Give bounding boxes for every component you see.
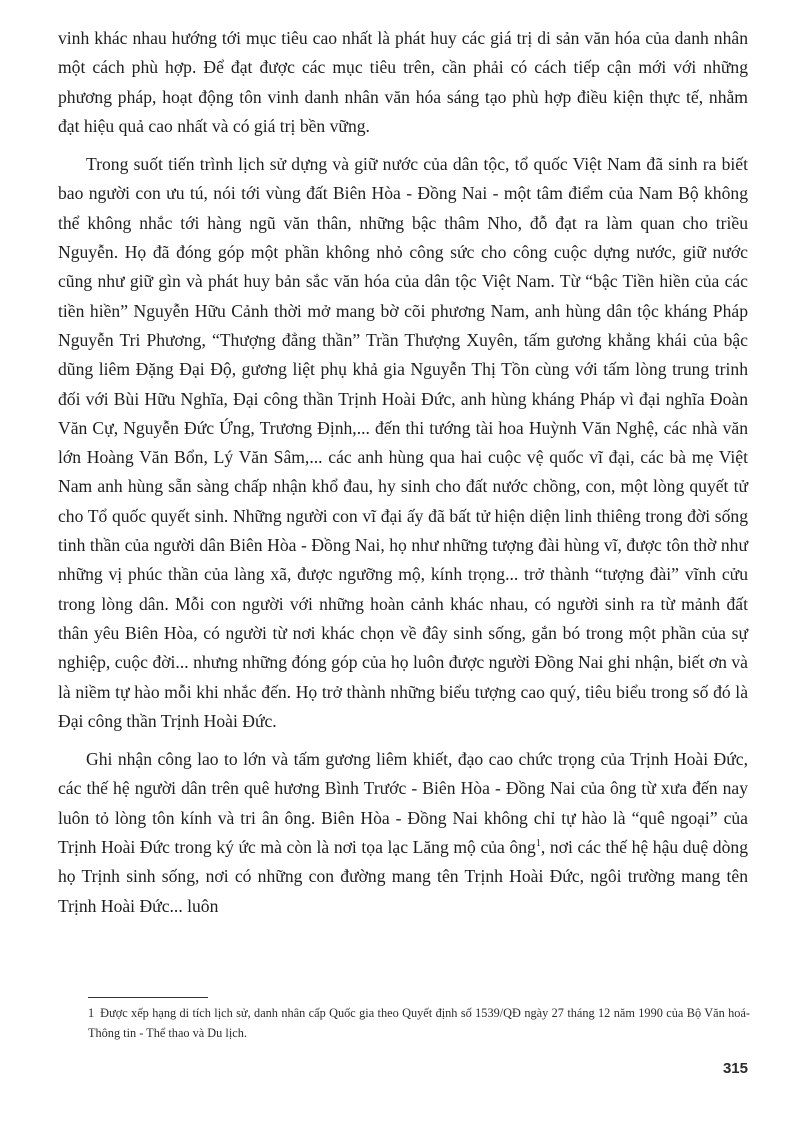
- paragraph-3-text-before: Ghi nhận công lao to lớn và tấm gương liêm khiết, đạo cao chức trọng của Trịnh Hoài Đức, các thế hệ người dân trên quê hương Bình Trước - Biên Hòa - Đồng Nai của ông từ xưa đến nay luôn tỏ lòng tôn kính và tri ân ông. Biên Hòa - Đồng Nai không chỉ tự hào là “quê ngoại” của Trịnh Hoài Đức trong ký ức mà còn là nơi tọa lạc Lăng mộ của ông: [58, 749, 748, 858]
- paragraph-3: [58, 745, 748, 921]
- footnote-number: 1: [88, 1006, 95, 1020]
- footnote-separator: [88, 997, 208, 998]
- paragraph-1: vinh khác nhau hướng tới mục tiêu cao nhất là phát huy các giá trị di sản văn hóa của danh nhân một cách phù hợp. Để đạt được các mục tiêu trên, cần phải có cách tiếp cận mới với những phương pháp, hoạt động tôn vinh danh nhân văn hóa sáng tạo phù hợp điều kiện thực tế, nhằm đạt hiệu quả cao nhất và có giá trị bền vững.: [58, 28, 748, 136]
- paragraph-2: Trong suốt tiến trình lịch sử dựng và giữ nước của dân tộc, tổ quốc Việt Nam đã sinh ra biết bao người con ưu tú, nói tới vùng đất Biên Hòa - Đồng Nai - một tâm điểm của Nam Bộ không thể không nhắc tới hàng ngũ văn thân, những bậc thâm Nho, đỗ đạt ra làm quan cho triều Nguyễn. Họ đã đóng góp một phần không nhỏ công sức cho công cuộc dựng nước, giữ nước cũng như giữ gìn và phát huy bản sắc văn hóa của dân tộc Việt Nam. Từ “bậc Tiền hiền của các tiền hiền” Nguyễn Hữu Cảnh thời mở mang bờ cõi phương Nam, anh hùng dân tộc kháng Pháp Nguyễn Tri Phương, “Thượng đẳng thần” Trần Thượng Xuyên, tấm gương khẳng khái của bậc dũng liêm Đặng Đại Độ, gương liệt phụ khả gia Nguyễn Thị Tồn cùng với tấm lòng trung trinh đối với Bùi Hữu Nghĩa, Đại công thần Trịnh Hoài Đức, anh hùng kháng Pháp vì đại nghĩa Đoàn Văn Cự, Nguyễn Đức Ứng, Trương Định,... đến thi tướng tài hoa Huỳnh Văn Nghệ, các nhà văn lớn Hoàng Văn Bổn, Lý Văn Sâm,... các anh hùng qua hai cuộc vệ quốc vĩ đại, các bà mẹ Việt Nam anh hùng sẵn sàng chấp nhận khổ đau, hy sinh cho đất nước chồng, con, một lòng quyết tử cho Tổ quốc quyết sinh. Những người con vĩ đại ấy đã bất tử hiện diện linh thiêng trong đời sống tinh thần của người dân Biên Hòa - Đồng Nai, họ như những tượng đài hùng vĩ, được tôn thờ như những vị phúc thần của làng xã, được ngưỡng mộ, kính trọng... trở thành “tượng đài” vĩnh cửu trong lòng dân. Mỗi con người với những hoàn cảnh khác nhau, có người sinh ra từ mảnh đất thân yêu Biên Hòa, có người từ nơi khác chọn về đây sinh sống, gắn bó trong một phần của sự nghiệp, cuộc đời... nhưng những đóng góp của họ luôn được người Đồng Nai ghi nhận, biết ơn và là niềm tự hào mỗi khi nhắc đến. Họ trở thành những biểu tượng cao quý, tiêu biểu trong số đó là Đại công thần Trịnh Hoài Đức.: [58, 154, 748, 731]
- paragraph-3-text-after: , nơi các thế hệ hậu duệ dòng họ Trịnh sinh sống, nơi có những con đường mang tên Trịnh Hoài Đức, ngôi trường mang tên Trịnh Hoài Đức... luôn: [58, 837, 748, 916]
- body-text: [58, 24, 748, 930]
- footnote: [88, 1003, 750, 1043]
- footnote-marker: 1: [535, 838, 541, 850]
- page-number: 315: [722, 1060, 748, 1077]
- footnote-text: Được xếp hạng di tích lịch sử, danh nhân cấp Quốc gia theo Quyết định số 1539/QĐ ngày 27 tháng 12 năm 1990 của Bộ Văn hoá- Thông tin - Thể thao và Du lịch.: [88, 1006, 750, 1040]
